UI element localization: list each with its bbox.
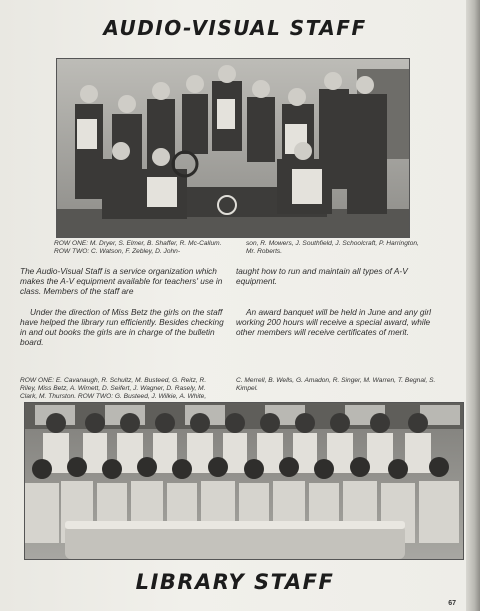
av-paragraph-1-right: taught how to run and maintain all types of A-V equipment. xyxy=(236,266,408,286)
library-caption-right: C. Merrell, B. Wells, G. Amadon, R. Singer, M. Warren, T. Begnal, S. Kimpel. xyxy=(236,377,436,392)
av-caption-left: ROW ONE: M. Dryer, S. Elmer, B. Shaffer, R. Mc-Callum. ROW TWO: C. Watson, F. Zebley, D. John- xyxy=(54,240,222,255)
library-staff-photo xyxy=(24,402,464,560)
av-paragraph-2-right: An award banquet will be held in June and any girl working 200 hours will receive a special award, while other members will receive certificates of merit. xyxy=(236,307,431,337)
page-number: 67 xyxy=(448,600,456,607)
book-spine xyxy=(466,0,480,611)
av-paragraph-2-left: Under the direction of Miss Betz the girls on the staff have helped the library run efficiently. Besides checking in and out books the girls are in charge of the bulletin board. xyxy=(20,307,224,347)
av-caption-right: son, R. Mowers, J. Southfield, J. Schoolcraft, P. Harrington, Mr. Roberts. xyxy=(246,240,419,255)
av-paragraph-1-left: The Audio-Visual Staff is a service organization which makes the A-V equipment available for teachers' use in class. Members of the staff are xyxy=(20,266,223,296)
av-staff-photo xyxy=(56,58,410,238)
library-caption-left: ROW ONE: E. Cavanaugh, R. Schultz, M. Busteed, G. Reitz, R. Riley, Miss Betz, A. Wimett, D. Seifert, J. Wagner, D. Rasely, M. Clark, M. Thurston. ROW TWO: G. Busteed, J. Wilkie, A. White, xyxy=(20,377,207,400)
library-staff-title: LIBRARY STAFF xyxy=(135,570,335,594)
av-staff-title: AUDIO-VISUAL STAFF xyxy=(103,16,367,40)
